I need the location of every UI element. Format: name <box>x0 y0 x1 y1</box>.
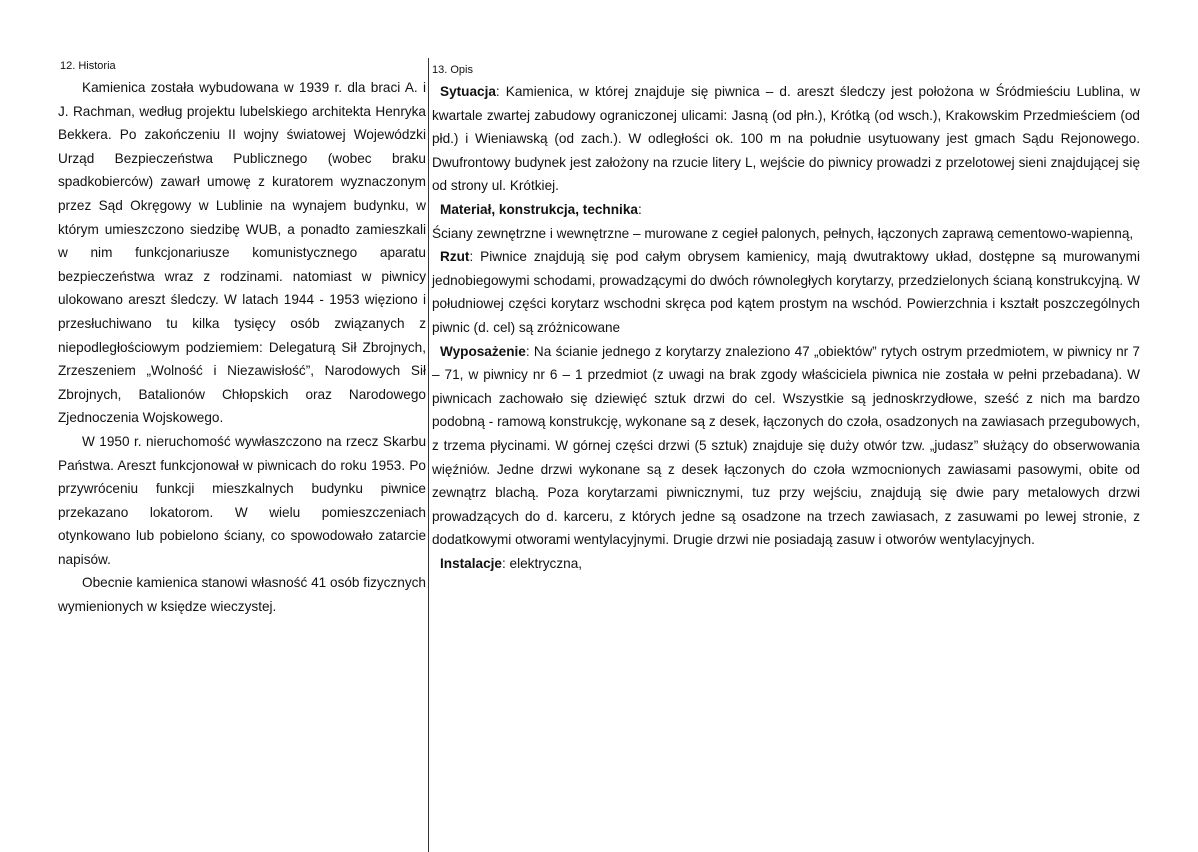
material-label: Materiał, konstrukcja, technika <box>440 201 638 217</box>
description-column <box>432 64 1140 575</box>
situation-text: : Kamienica, w której znajduje się piwnica – d. areszt śledczy jest położona w Śródmieściu Lublina, w kwartale zwartej zabudowy ograniczonej ulicami: Jasną (od płn.), Krótką (od wsch.), Krakowskim Przedmieściem (od płd.) i Wieniawską (od zach.). W odległości ok. 100 m na południe usytuowany jest gmach Sądu Rejonowego. Dwufrontowy budynek jest założony na rzucie litery L, wejście do piwnicy prowadzi z przelotowej sieni znajdującej się od strony ul. Krótkiej. <box>432 84 1140 194</box>
history-heading: 12. Historia <box>60 60 116 72</box>
installations-label: Instalacje <box>440 555 502 571</box>
material-paragraph: Ściany zewnętrzne i wewnętrzne – murowane z cegieł palonych, pełnych, łączonych zaprawą cementowo-wapienną, <box>432 225 1134 241</box>
history-paragraph-1: Kamienica została wybudowana w 1939 r. dla braci A. i J. Rachman, według projektu lubelskiego architekta Henryka Bekkera. Po zakończeniu II wojny światowej Wojewódzki Urząd Bezpieczeństwa Publicznego (wobec braku spadkobierców) zawarł umowę z kuratorem wyznaczonym przez Sąd Okręgowy w Lublinie na wynajem budynku, w którym umieszczono siedzibę WUB, a ponadto zamieszkali w nim funkcjonariusze komunistycznego aparatu bezpieczeństwa wraz z rodzinami. natomiast w piwnicy ulokowano areszt śledczy. W latach 1944 - 1953 więziono i przesłuchiwano tu kilka tysięcy osób związanych z niepodległościowym podziemiem: Delegaturą Sił Zbrojnych, Zrzeszeniem „Wolność i Niezawisłość”, Narodowych Sił Zbrojnych, Batalionów Chłopskich oraz Narodowego Zjednoczenia Wojskowego. <box>58 80 426 426</box>
plan-text: : Piwnice znajdują się pod całym obrysem kamienicy, mają dwutraktowy układ, dostępne są murowanymi jednobiegowymi schodami, prowadzącymi do dwóch równoległych korytarzy, przedzielonych ścianą konstrukcyjną. W południowej części korytarz wschodni skręca pod kątem prostym na wschód. Powierzchnia i kształt poszczególnych piwnic (d. cel) są zróżnicowane <box>432 249 1140 335</box>
history-paragraph-2: W 1950 r. nieruchomość wywłaszczono na rzecz Skarbu Państwa. Areszt funkcjonował w piwnicach do roku 1953. Po przywróceniu funkcji mieszkalnych budynku piwnice przekazano lokatorom. W wielu pomieszczeniach otynkowano lub pobielono ściany, co spowodowało zatarcie napisów. <box>58 433 426 567</box>
material-colon: : <box>637 201 642 217</box>
installations-paragraph <box>432 552 1140 576</box>
equipment-label: Wyposażenie <box>440 343 526 359</box>
column-divider <box>428 58 429 852</box>
plan-paragraph <box>432 245 1140 339</box>
situation-label: Sytuacja <box>440 84 496 99</box>
history-column <box>58 60 426 619</box>
plan-label: Rzut <box>440 249 470 265</box>
installations-text: : elektryczna, <box>501 555 583 571</box>
situation-paragraph <box>432 80 1140 198</box>
equipment-text: : Na ścianie jednego z korytarzy znaleziono 47 „obiektów” rytych ostrym przedmiotem, w piwnicy nr 7 – 71, w piwnicy nr 6 – 1 przedmiot (z uwagi na brak zgody właściciela piwnica nie została w pełni przebadana). W piwnicach zachowało się dziewięć sztuk drzwi do cel. Wszystkie są jednoskrzydłowe, sześć z nich ma bardzo podobną - ramową konstrukcję, wykonane są z desek, łączonych do czoła, osadzonych na zawiasach przegubowych, z trzema płycinami. W górnej części drzwi (5 sztuk) znajduje się duży otwór tzw. „judasz” służący do obserwowania więźniów. Jedne drzwi wykonane są z desek łączonych do czoła wzmocnionych zawiasami pasowymi, obite od zewnątrz blachą. Poza korytarzami piwnicznymi, tuz przy wejściu, znajdują się dwie pary metalowych drzwi prowadzących do d. karceru, z których jedne są osadzone na trzech zawiasach, z zasuwami po lewej stronie, z dodatkowymi otworami wentylacyjnymi. Drugie drzwi nie posiadają zasuw i otworów wentylacyjnych. <box>432 343 1140 548</box>
equipment-paragraph <box>432 340 1140 552</box>
description-heading: 13. Opis <box>432 64 473 76</box>
material-heading-paragraph <box>432 198 1140 222</box>
history-paragraph-3: Obecnie kamienica stanowi własność 41 osób fizycznych wymienionych w księdze wieczystej. <box>58 575 426 615</box>
